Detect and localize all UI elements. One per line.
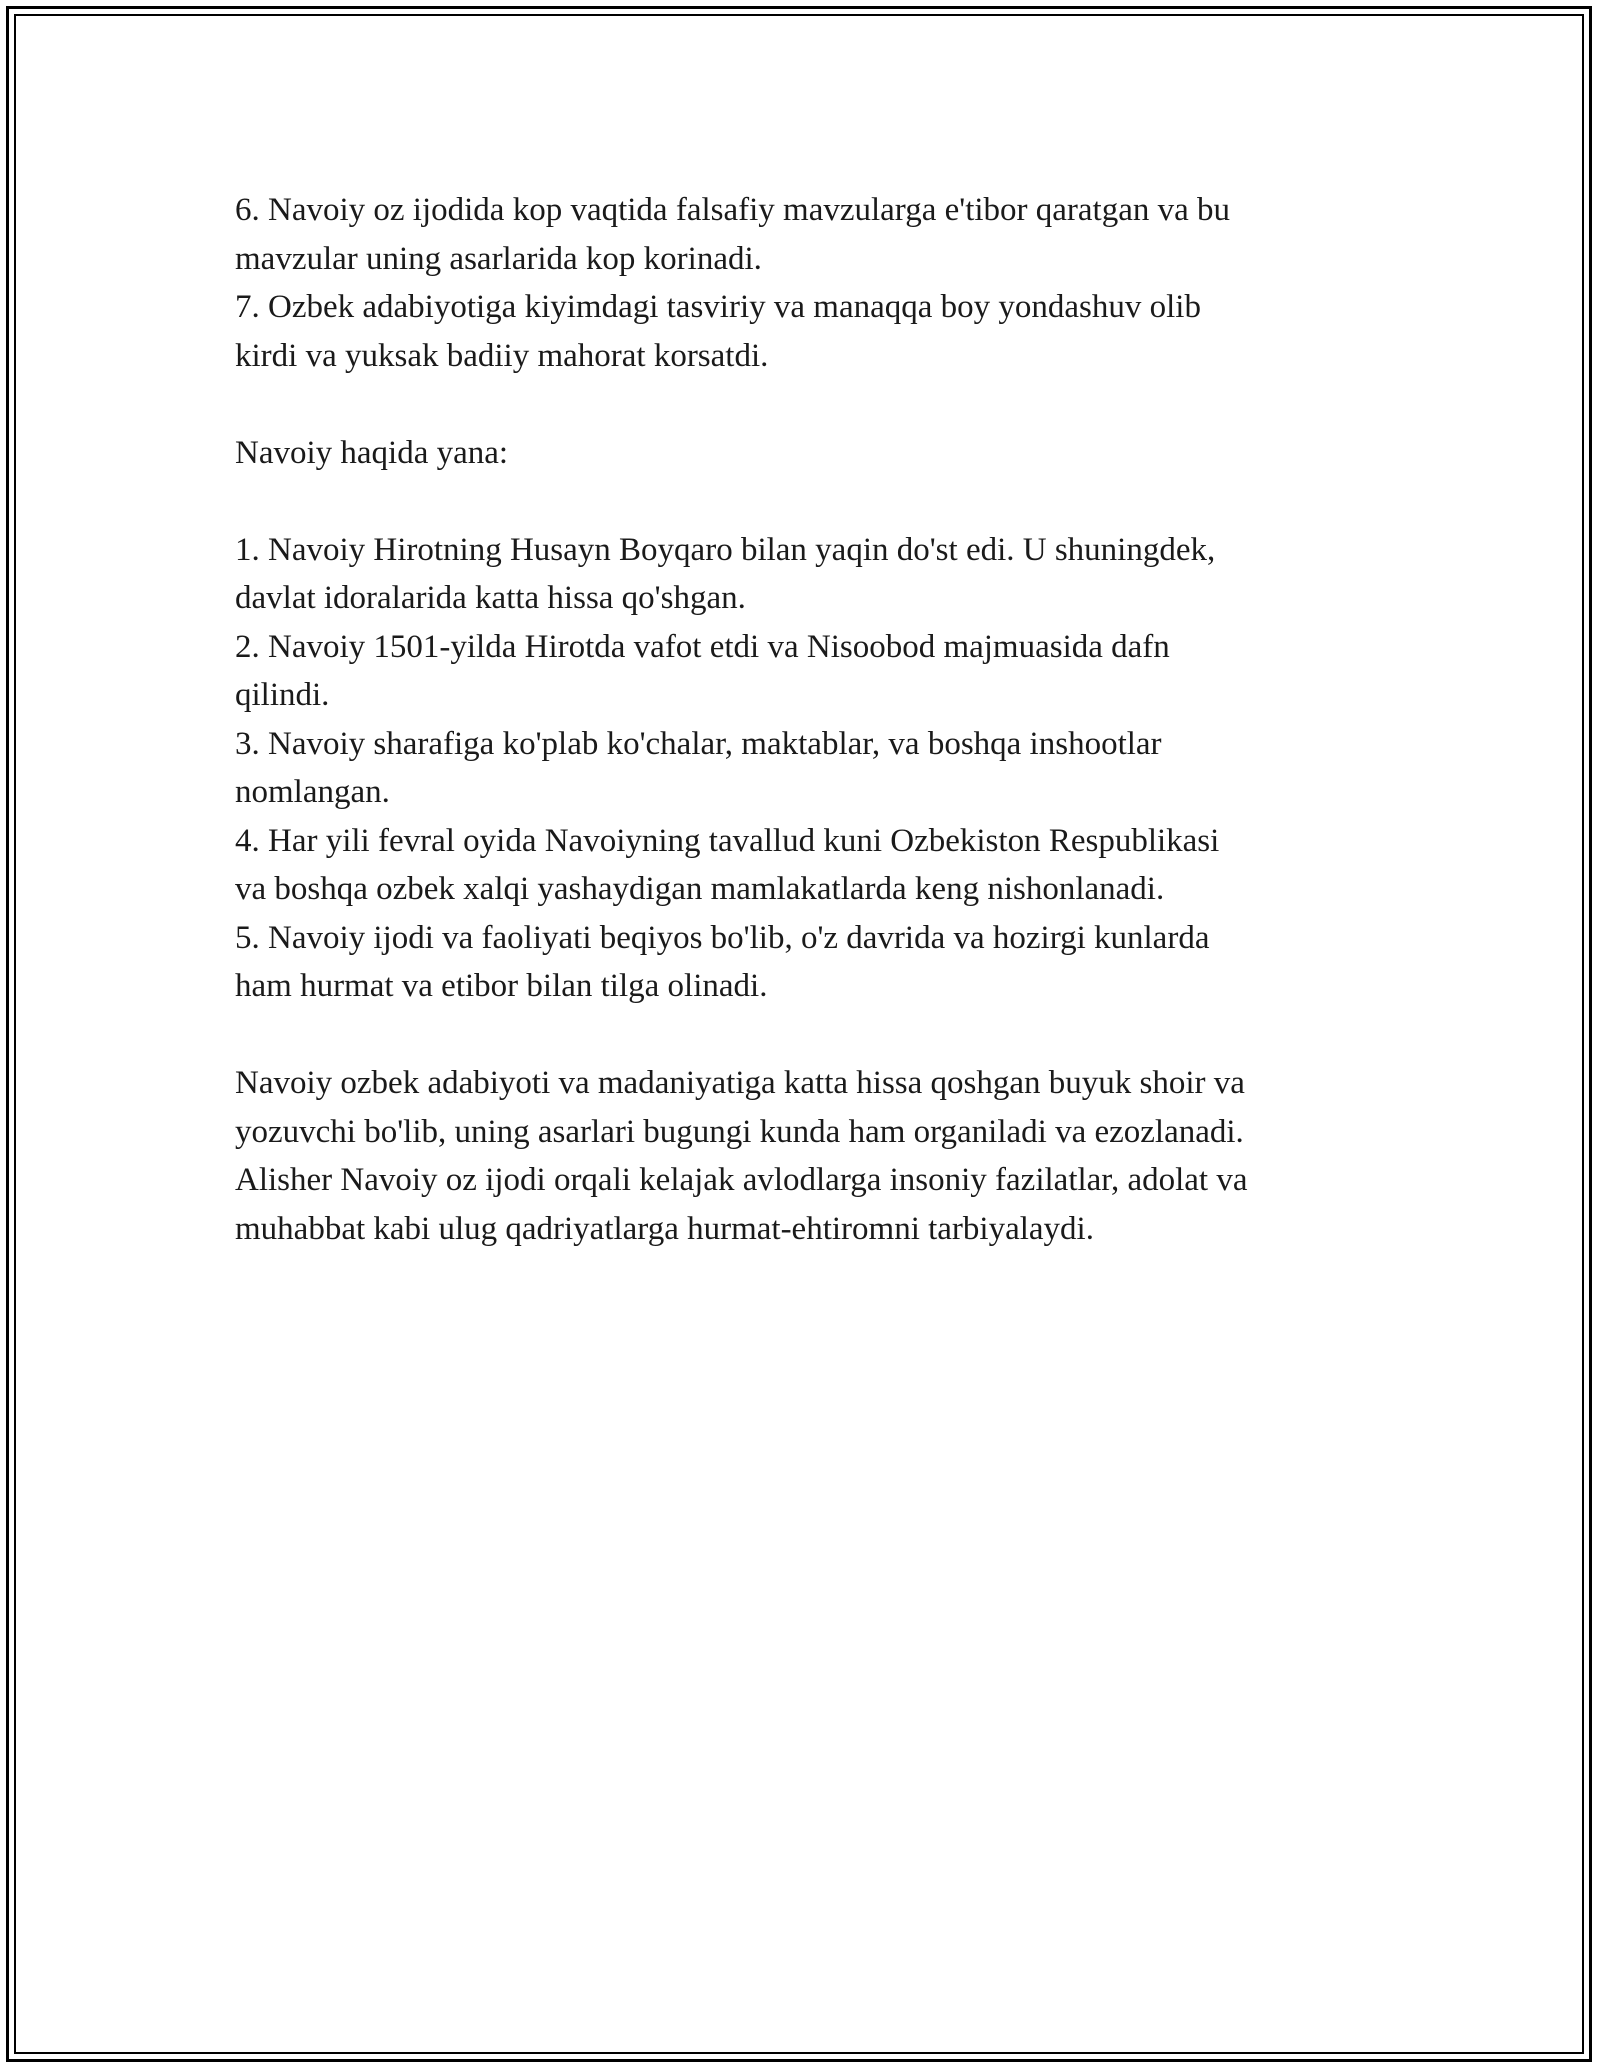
list-item [235, 283, 1375, 380]
conclusion-paragraph [235, 1059, 1375, 1253]
text-line: Navoiy ozbek adabiyoti va madaniyatiga katta hissa qoshgan buyuk shoir va [235, 1065, 1245, 1101]
text-line: 3. Navoiy sharafiga ko'plab ko'chalar, maktablar, va boshqa inshootlar [235, 725, 1162, 762]
text-line: qilindi. [235, 677, 330, 713]
text-line: mavzular uning asarlarida kop korinadi. [235, 240, 762, 277]
list-item [235, 914, 1375, 1011]
text-line: 7. Ozbek adabiyotiga kiyimdagi tasviriy va manaqqa boy yondashuv olib [235, 289, 1201, 325]
text-line: yozuvchi bo'lib, uning asarlari bugungi kunda ham organiladi va ezozlanadi. [235, 1113, 1244, 1150]
text-line: 5. Navoiy ijodi va faoliyati beqiyos bo'lib, o'z davrida va hozirgi kunlarda [235, 919, 1210, 956]
text-line: Alisher Navoiy oz ijodi orqali kelajak avlodlarga insoniy fazilatlar, adolat va [235, 1162, 1248, 1198]
list-item [235, 526, 1375, 623]
text-line: 2. Navoiy 1501-yilda Hirotda vafot etdi va Nisoobod majmuasida dafn [235, 628, 1170, 665]
paragraph-gap [235, 1011, 1375, 1060]
text-line: ham hurmat va etibor bilan tilga olinadi. [235, 968, 768, 1004]
text-line: 4. Har yili fevral oyida Navoiyning tavallud kuni Ozbekiston Respublikasi [235, 822, 1220, 859]
text-line: davlat idoralarida katta hissa qo'shgan. [235, 580, 746, 616]
section-heading: Navoiy haqida yana: [235, 434, 509, 471]
text-line: 6. Navoiy oz ijodida kop vaqtida falsafiy mavzularga e'tibor qaratgan va bu [235, 192, 1231, 228]
text-line: kirdi va yuksak badiiy mahorat korsatdi. [235, 337, 769, 374]
list-item [235, 817, 1375, 914]
text-line: muhabbat kabi ulug qadriyatlarga hurmat-ehtiromni tarbiyalaydi. [235, 1210, 1094, 1247]
document-body [235, 186, 1375, 1253]
text-line: nomlangan. [235, 774, 390, 810]
list-item [235, 720, 1375, 817]
list-item [235, 623, 1375, 720]
paragraph-gap [235, 477, 1375, 526]
text-line: va boshqa ozbek xalqi yashaydigan mamlakatlarda keng nishonlanadi. [235, 871, 1165, 907]
paragraph-gap [235, 380, 1375, 429]
list-item [235, 186, 1375, 283]
text-line: 1. Navoiy Hirotning Husayn Boyqaro bilan yaqin do'st edi. U shuningdek, [235, 531, 1216, 568]
